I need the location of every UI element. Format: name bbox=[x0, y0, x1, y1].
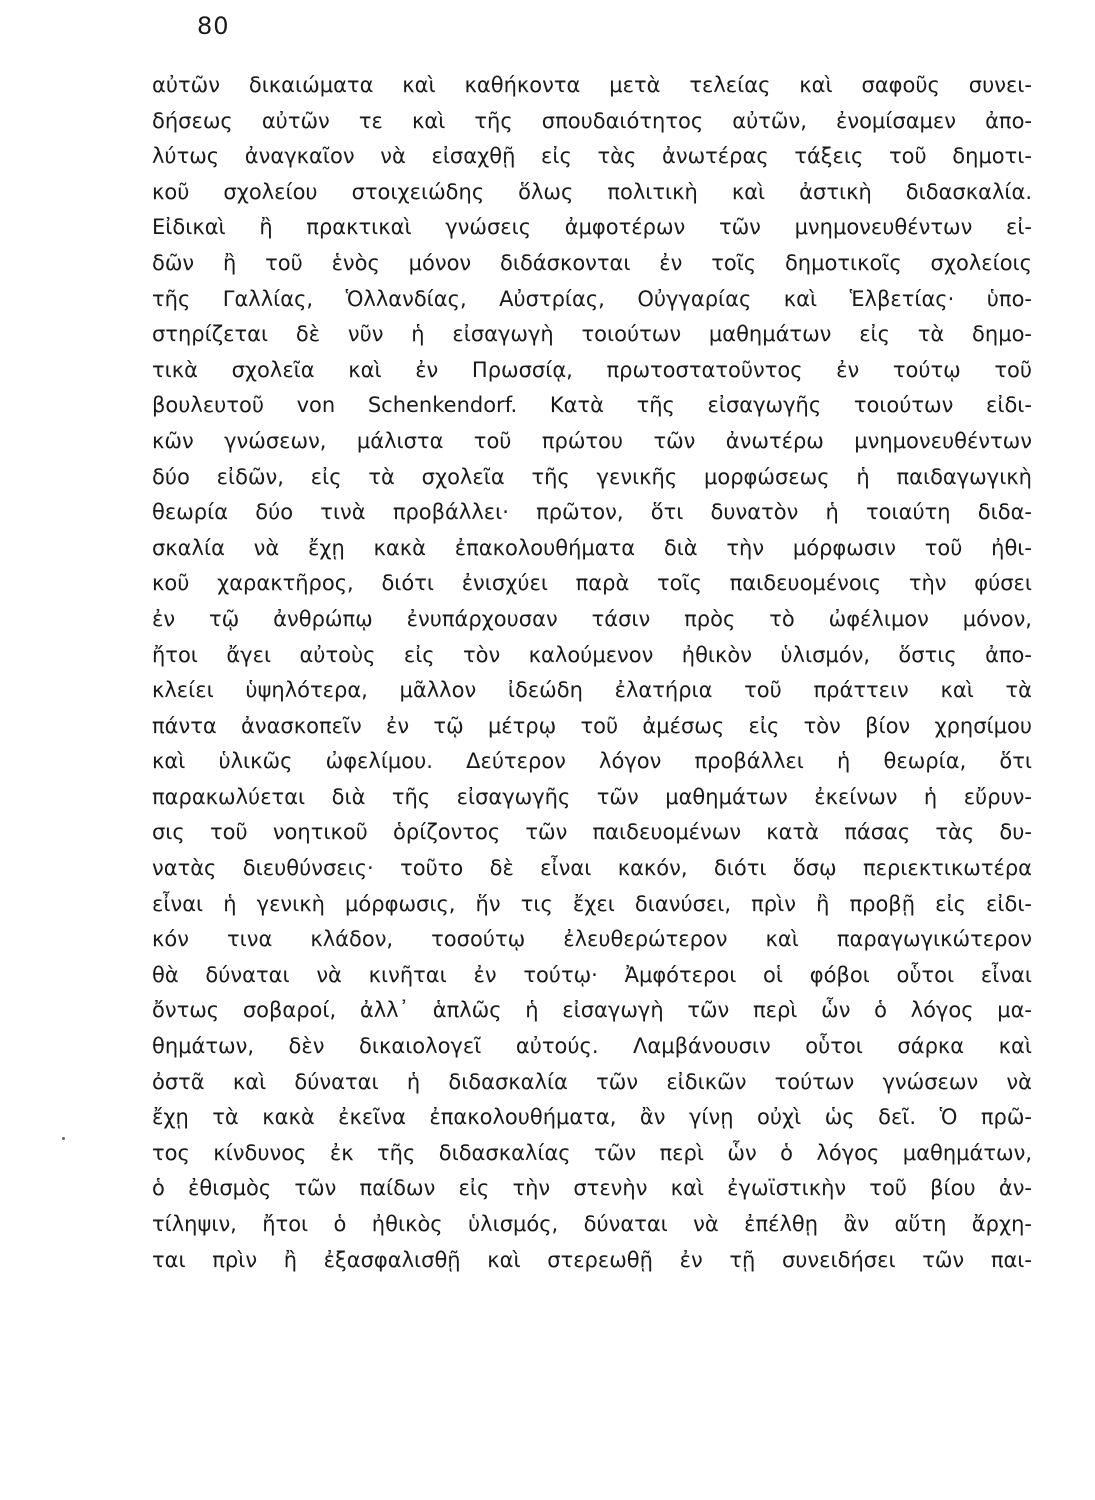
scan-speck bbox=[62, 1137, 65, 1140]
text-line: ται πρὶν ἢ ἐξασφαλισθῇ καὶ στερεωθῇ ἐν τῇ συνειδήσει τῶν παι- bbox=[152, 1247, 1032, 1272]
text-line: ἔχῃ τὰ κακὰ ἐκεῖνα ἐπακολουθήματα, ἂν γίνῃ οὐχὶ ὡς δεῖ. Ὁ πρῶ- bbox=[152, 1105, 1032, 1130]
text-line: νατὰς διευθύνσεις· τοῦτο δὲ εἶναι κακόν, διότι ὅσῳ περιεκτικωτέρα bbox=[152, 856, 1032, 881]
text-line: Εἰδικαὶ ἢ πρακτικαὶ γνώσεις ἀμφοτέρων τῶν μνημονευθέντων εἰ- bbox=[152, 215, 1032, 240]
text-line: θημάτων, δὲν δικαιολογεῖ αὐτούς. Λαμβάνουσιν οὗτοι σάρκα καὶ bbox=[152, 1034, 1032, 1059]
text-line: στηρίζεται δὲ νῦν ἡ εἰσαγωγὴ τοιούτων μαθημάτων εἰς τὰ δημο- bbox=[152, 322, 1032, 347]
text-line: παρακωλύεται διὰ τῆς εἰσαγωγῆς τῶν μαθημάτων ἐκείνων ἡ εὔρυν- bbox=[152, 784, 1032, 809]
page-number: 80 bbox=[197, 12, 230, 40]
text-line: ὁ ἐθισμὸς τῶν παίδων εἰς τὴν στενὴν καὶ ἐγωϊστικὴν τοῦ βίου ἀν- bbox=[152, 1176, 1032, 1201]
text-line: ἐν τῷ ἀνθρώπῳ ἐνυπάρχουσαν τάσιν πρὸς τὸ ὠφέλιμον μόνον, bbox=[152, 606, 1032, 631]
text-line: ὀστᾶ καὶ δύναται ἡ διδασκαλία τῶν εἰδικῶν τούτων γνώσεων νὰ bbox=[152, 1069, 1032, 1094]
text-line: κοῦ σχολείου στοιχειώδης ὅλως πολιτικὴ καὶ ἀστικὴ διδασκαλία. bbox=[152, 179, 1032, 204]
text-line: κῶν γνώσεων, μάλιστα τοῦ πρώτου τῶν ἀνωτέρω μνημονευθέντων bbox=[152, 428, 1032, 453]
text-line: ἤτοι ἄγει αὐτοὺς εἰς τὸν καλούμενον ἠθικὸν ὑλισμόν, ὅστις ἀπο- bbox=[152, 642, 1032, 667]
text-line: κόν τινα κλάδον, τοσούτῳ ἐλευθερώτερον καὶ παραγωγικώτερον bbox=[152, 927, 1032, 952]
text-line: θεωρία δύο τινὰ προβάλλει· πρῶτον, ὅτι δυνατὸν ἡ τοιαύτη διδα- bbox=[152, 500, 1032, 525]
text-line: καὶ ὑλικῶς ὠφελίμου. Δεύτερον λόγον προβάλλει ἡ θεωρία, ὅτι bbox=[152, 749, 1032, 774]
text-line: δήσεως αὐτῶν τε καὶ τῆς σπουδαιότητος αὐτῶν, ἐνομίσαμεν ἀπο- bbox=[152, 108, 1032, 133]
text-line: βουλευτοῦ von Schenkendorf. Κατὰ τῆς εἰσαγωγῆς τοιούτων εἰδι- bbox=[152, 393, 1032, 418]
text-line: ὄντως σοβαροί, ἀλλ᾽ ἁπλῶς ἡ εἰσαγωγὴ τῶν περὶ ὧν ὁ λόγος μα- bbox=[152, 998, 1032, 1023]
body-text bbox=[152, 68, 1032, 1278]
text-line: τος κίνδυνος ἐκ τῆς διδασκαλίας τῶν περὶ ὧν ὁ λόγος μαθημάτων, bbox=[152, 1140, 1032, 1165]
text-line: αὐτῶν δικαιώματα καὶ καθήκοντα μετὰ τελείας καὶ σαφοῦς συνει- bbox=[152, 73, 1032, 97]
text-line: πάντα ἀνασκοπεῖν ἐν τῷ μέτρῳ τοῦ ἀμέσως εἰς τὸν βίον χρησίμου bbox=[152, 713, 1032, 738]
text-line: τίληψιν, ἤτοι ὁ ἠθικὸς ὑλισμός, δύναται νὰ ἐπέλθῃ ἂν αὕτη ἄρχη- bbox=[152, 1212, 1032, 1236]
text-line: λύτως ἀναγκαῖον νὰ εἰσαχθῇ εἰς τὰς ἀνωτέρας τάξεις τοῦ δημοτι- bbox=[152, 144, 1032, 169]
text-line: εἶναι ἡ γενικὴ μόρφωσις, ἥν τις ἔχει διανύσει, πρὶν ἢ προβῇ εἰς εἰδι- bbox=[152, 891, 1032, 916]
text-line: τικὰ σχολεῖα καὶ ἐν Πρωσσίᾳ, πρωτοστατοῦντος ἐν τούτῳ τοῦ bbox=[152, 357, 1032, 382]
text-line: σκαλία νὰ ἔχῃ κακὰ ἐπακολουθήματα διὰ τὴν μόρφωσιν τοῦ ἠθι- bbox=[152, 535, 1032, 560]
text-line: δύο εἰδῶν, εἰς τὰ σχολεῖα τῆς γενικῆς μορφώσεως ἡ παιδαγωγικὴ bbox=[152, 464, 1032, 489]
text-line: σις τοῦ νοητικοῦ ὁρίζοντος τῶν παιδευομένων κατὰ πάσας τὰς δυ- bbox=[152, 820, 1032, 845]
text-line: δῶν ἢ τοῦ ἑνὸς μόνον διδάσκονται ἐν τοῖς δημοτικοῖς σχολείοις bbox=[152, 250, 1032, 275]
text-line: τῆς Γαλλίας, Ὁλλανδίας, Αὐστρίας, Οὐγγαρίας καὶ Ἑλβετίας· ὑπο- bbox=[152, 286, 1032, 311]
text-line: κοῦ χαρακτῆρος, διότι ἐνισχύει παρὰ τοῖς παιδευομένοις τὴν φύσει bbox=[152, 571, 1032, 596]
text-line: κλείει ὑψηλότερα, μᾶλλον ἰδεώδη ἐλατήρια τοῦ πράττειν καὶ τὰ bbox=[152, 678, 1032, 703]
text-line: θὰ δύναται νὰ κινῆται ἐν τούτῳ· Ἀμφότεροι οἱ φόβοι οὗτοι εἶναι bbox=[152, 962, 1032, 987]
